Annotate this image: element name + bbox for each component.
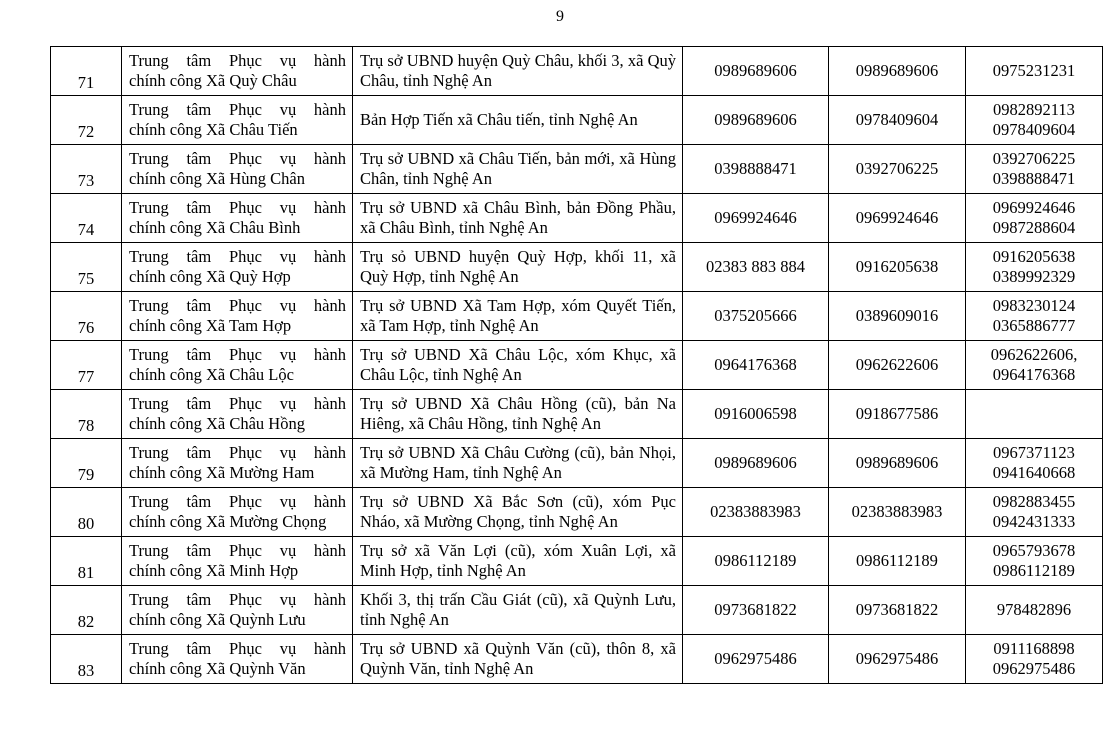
address-text: Trụ sở UBND xã Quỳnh Văn (cũ), thôn 8, xã Quỳnh Văn, tỉnh Nghệ An [360,639,676,678]
center-name-line-1: Trung tâm Phục vụ hành [129,492,346,511]
phone-3-line-2: 0978409604 [992,120,1076,139]
phone-3-cell [966,292,1103,341]
row-number-cell [51,47,122,96]
center-name-cell [122,194,353,243]
phone-3-cell [966,194,1103,243]
phone-1-cell [683,341,829,390]
row-number-cell [51,194,122,243]
row-number: 75 [77,269,95,288]
row-number-cell [51,488,122,537]
table-row [51,439,1103,488]
phone-2-cell [829,341,966,390]
center-name-line-1: Trung tâm Phục vụ hành [129,247,346,266]
phone-1: 0964176368 [714,355,797,374]
phone-2: 0916205638 [855,257,939,276]
row-number: 80 [77,514,95,533]
service-center-table [50,46,1103,684]
center-name-line-2: chính công Xã Quỳ Châu [129,71,297,90]
phone-3-line-1: 978482896 [996,600,1072,619]
center-name-line-2: chính công Xã Châu Lộc [129,365,294,384]
phone-1: 0916006598 [714,404,797,423]
phone-1-cell [683,47,829,96]
phone-3-line-2: 0398888471 [992,169,1076,188]
phone-3-cell [966,145,1103,194]
center-name-line-1: Trung tâm Phục vụ hành [129,149,346,168]
phone-3-line-2: 0964176368 [992,365,1076,384]
phone-3-cell [966,341,1103,390]
table-row [51,537,1103,586]
center-name-cell [122,145,353,194]
phone-2-cell [829,586,966,635]
address-text: Trụ sở UBND xã Châu Bình, bản Đồng Phầu, xã Châu Bình, tỉnh Nghệ An [360,198,676,237]
phone-3-cell [966,488,1103,537]
phone-3-line-2: 0987288604 [992,218,1076,237]
address-cell [353,439,683,488]
address-cell [353,96,683,145]
address-text: Trụ sở UBND Xã Châu Lộc, xóm Khục, xã Châu Lộc, tỉnh Nghệ An [360,345,676,384]
phone-1-cell [683,96,829,145]
phone-2: 0989689606 [855,453,939,472]
phone-3-line-2: 0389992329 [992,267,1076,286]
row-number-cell [51,292,122,341]
center-name-cell [122,488,353,537]
center-name-cell [122,47,353,96]
address-text: Bản Hợp Tiến xã Châu tiến, tỉnh Nghệ An [360,110,638,129]
center-name-line-2: chính công Xã Minh Hợp [129,561,299,580]
phone-2-cell [829,292,966,341]
address-cell [353,292,683,341]
center-name-line-1: Trung tâm Phục vụ hành [129,100,346,119]
phone-1-cell [683,635,829,684]
address-cell [353,47,683,96]
address-text: Trụ sở UBND xã Châu Tiến, bản mới, xã Hùng Chân, tỉnh Nghệ An [360,149,676,188]
phone-2-cell [829,439,966,488]
row-number: 73 [77,171,95,190]
phone-2: 02383883983 [851,502,943,521]
table-row [51,488,1103,537]
phone-1: 0986112189 [714,551,797,570]
table-row [51,194,1103,243]
center-name-line-2: chính công Xã Tam Hợp [129,316,292,335]
center-name-line-1: Trung tâm Phục vụ hành [129,51,346,70]
address-cell [353,586,683,635]
phone-1-cell [683,439,829,488]
row-number: 78 [77,416,95,435]
phone-2-cell [829,537,966,586]
center-name-cell [122,586,353,635]
phone-1: 0989689606 [714,61,797,80]
phone-2-cell [829,243,966,292]
row-number-cell [51,341,122,390]
phone-2: 0989689606 [855,61,939,80]
row-number: 79 [77,465,95,484]
address-text: Khối 3, thị trấn Cầu Giát (cũ), xã Quỳnh Lưu, tỉnh Nghệ An [360,590,676,629]
phone-1: 0969924646 [714,208,797,227]
phone-3-line-1: 0962622606, [990,345,1078,364]
address-text: Trụ sở UBND Xã Châu Hồng (cũ), bản Na Hiêng, xã Châu Hồng, tỉnh Nghệ An [360,394,676,433]
address-cell [353,145,683,194]
phone-3-line-1: 0975231231 [992,61,1076,80]
center-name-cell [122,390,353,439]
row-number: 72 [77,122,95,141]
phone-3-cell [966,47,1103,96]
center-name-line-1: Trung tâm Phục vụ hành [129,590,346,609]
table-row [51,96,1103,145]
address-text: Trụ sở xã Văn Lợi (cũ), xóm Xuân Lợi, xã Minh Hợp, tỉnh Nghệ An [360,541,676,580]
address-cell [353,537,683,586]
row-number-cell [51,635,122,684]
phone-1-cell [683,145,829,194]
center-name-line-1: Trung tâm Phục vụ hành [129,296,346,315]
phone-2: 0969924646 [855,208,939,227]
phone-3-line-1: 0983230124 [992,296,1076,315]
phone-1: 0989689606 [714,453,797,472]
phone-3-cell [966,390,1103,439]
table-body [51,47,1103,684]
phone-3-line-1: 0965793678 [992,541,1076,560]
phone-1-cell [683,292,829,341]
phone-2: 0962622606 [855,355,939,374]
phone-1: 0962975486 [714,649,797,668]
phone-2-cell [829,390,966,439]
table-row [51,292,1103,341]
address-cell [353,194,683,243]
address-text: Trụ sở UBND huyện Quỳ Châu, khối 3, xã Quỳ Châu, tỉnh Nghệ An [360,51,676,90]
phone-3-cell [966,96,1103,145]
table-row [51,390,1103,439]
address-text: Trụ sở UBND Xã Bắc Sơn (cũ), xóm Pục Nháo, xã Mường Chọng, tỉnh Nghệ An [360,492,676,531]
center-name-line-2: chính công Xã Châu Bình [129,218,301,237]
phone-3-cell [966,635,1103,684]
phone-3-line-1: 0916205638 [992,247,1076,266]
row-number-cell [51,390,122,439]
row-number: 81 [77,563,95,582]
phone-2-cell [829,47,966,96]
row-number-cell [51,537,122,586]
address-cell [353,390,683,439]
center-name-line-1: Trung tâm Phục vụ hành [129,345,346,364]
center-name-cell [122,341,353,390]
row-number-cell [51,586,122,635]
center-name-line-2: chính công Xã Mường Ham [129,463,315,482]
address-cell [353,341,683,390]
phone-3-line-2: 0941640668 [992,463,1076,482]
row-number: 83 [77,661,95,680]
address-text: Trụ sỏ UBND huyện Quỳ Hợp, khối 11, xã Quỳ Hợp, tỉnh Nghệ An [360,247,676,286]
phone-3-line-2: 0365886777 [992,316,1076,335]
phone-2-cell [829,194,966,243]
phone-1-cell [683,390,829,439]
phone-2-cell [829,488,966,537]
page-number: 9 [556,8,564,25]
phone-2: 0389609016 [855,306,939,325]
phone-2: 0392706225 [855,159,939,178]
phone-1: 0375205666 [714,306,797,325]
phone-2-cell [829,145,966,194]
phone-2: 0986112189 [856,551,938,570]
phone-1-cell [683,488,829,537]
phone-1-cell [683,537,829,586]
row-number-cell [51,243,122,292]
row-number-cell [51,145,122,194]
center-name-line-2: chính công Xã Quỳnh Lưu [129,610,306,629]
row-number-cell [51,439,122,488]
address-text: Trụ sở UBND Xã Châu Cường (cũ), bản Nhọi, xã Mường Ham, tỉnh Nghệ An [360,443,676,482]
phone-3-line-1: 0967371123 [993,443,1075,462]
phone-2-cell [829,96,966,145]
center-name-line-1: Trung tâm Phục vụ hành [129,541,346,560]
phone-2: 0973681822 [855,600,939,619]
phone-3-line-2: 0986112189 [993,561,1075,580]
phone-1: 02383 883 884 [706,257,805,276]
center-name-line-2: chính công Xã Mường Chọng [129,512,327,531]
phone-1: 02383883983 [710,502,801,521]
phone-2: 0962975486 [855,649,939,668]
phone-3-cell [966,439,1103,488]
phone-3-line-1: 0982892113 [993,100,1075,119]
phone-3-cell [966,537,1103,586]
address-cell [353,243,683,292]
address-text: Trụ sở UBND Xã Tam Hợp, xóm Quyết Tiến, xã Tam Hợp, tỉnh Nghệ An [360,296,676,335]
table-row [51,243,1103,292]
phone-3-line-2: 0962975486 [992,659,1076,678]
phone-3-cell [966,243,1103,292]
center-name-line-2: chính công Xã Quỳnh Văn [129,659,306,678]
phone-3-line-1: 0911168898 [993,639,1075,658]
phone-3-line-2: 0942431333 [992,512,1076,531]
row-number-cell [51,96,122,145]
phone-3-line-1: 0982883455 [992,492,1076,511]
phone-2-cell [829,635,966,684]
center-name-line-1: Trung tâm Phục vụ hành [129,394,346,413]
center-name-cell [122,635,353,684]
phone-3-line-1: 0392706225 [992,149,1076,168]
address-cell [353,488,683,537]
phone-1: 0398888471 [714,159,797,178]
address-cell [353,635,683,684]
center-name-line-1: Trung tâm Phục vụ hành [129,198,346,217]
phone-1: 0989689606 [714,110,797,129]
center-name-line-1: Trung tâm Phục vụ hành [129,639,346,658]
phone-1-cell [683,586,829,635]
row-number: 74 [77,220,95,239]
center-name-cell [122,243,353,292]
center-name-cell [122,439,353,488]
phone-1-cell [683,243,829,292]
phone-3-line-1: 0969924646 [992,198,1076,217]
table-row [51,145,1103,194]
center-name-line-1: Trung tâm Phục vụ hành [129,443,346,462]
table-row [51,586,1103,635]
row-number: 77 [77,367,95,386]
phone-1-cell [683,194,829,243]
center-name-cell [122,96,353,145]
row-number: 71 [77,73,95,92]
phone-2: 0918677586 [855,404,939,423]
phone-3-cell [966,586,1103,635]
phone-2: 0978409604 [855,110,939,129]
center-name-line-2: chính công Xã Châu Tiến [129,120,298,139]
row-number: 76 [77,318,95,337]
row-number: 82 [77,612,95,631]
center-name-cell [122,292,353,341]
table-row [51,47,1103,96]
table-row [51,341,1103,390]
center-name-line-2: chính công Xã Châu Hồng [129,414,305,433]
center-name-line-2: chính công Xã Hùng Chân [129,169,305,188]
phone-1: 0973681822 [714,600,797,619]
table-row [51,635,1103,684]
center-name-cell [122,537,353,586]
center-name-line-2: chính công Xã Quỳ Hợp [129,267,291,286]
